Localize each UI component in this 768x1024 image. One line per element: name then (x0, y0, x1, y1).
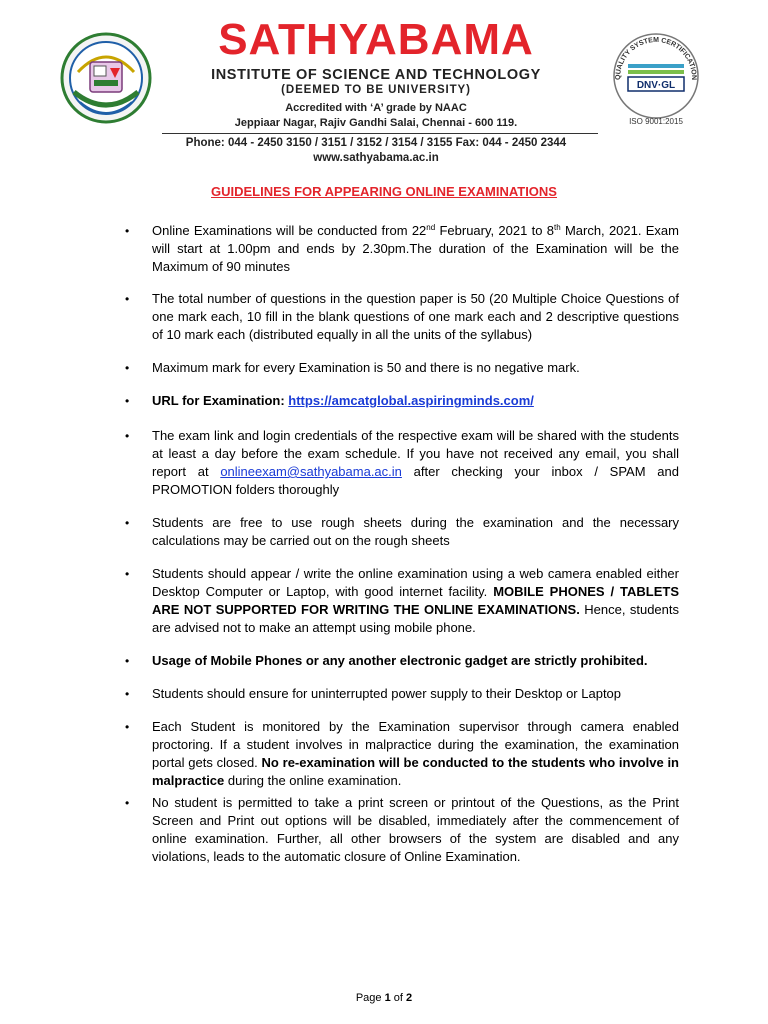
certification-standard: ISO 9001:2015 (629, 117, 683, 126)
guideline-item-device-requirements (124, 565, 679, 637)
guideline-item-question-count (124, 290, 679, 344)
institution-name: SATHYABAMA (218, 15, 534, 64)
accreditation-text: Accredited with ‘A’ grade by NAAC (285, 102, 467, 114)
page-number (0, 992, 768, 1004)
bullet-icon: • (125, 224, 130, 238)
guidelines-list (124, 222, 679, 866)
guideline-text: The exam link and login credentials of the respective exam will be shared with the students at least a day before the exam schedule. If you have not received any email, you shall report at (152, 428, 679, 479)
url-label: URL for Examination: (152, 393, 289, 408)
guideline-emphasis: No re-examination will be conducted to the students who involve in malpractice (152, 755, 679, 788)
guideline-text: Each Student is monitored by the Examination supervisor through camera enabled proctoring. If a student involves in malpractice during the examination, the examination portal gets closed. (152, 719, 679, 770)
bullet-icon: • (125, 687, 130, 701)
page-prefix: Page (355, 992, 385, 1004)
guideline-text: Students should ensure for uninterrupted power supply to their Desktop or Laptop (152, 686, 622, 701)
bullet-icon: • (125, 567, 130, 581)
institution-subtitle: INSTITUTE OF SCIENCE AND TECHNOLOGY (211, 67, 541, 83)
guideline-item-max-mark (124, 359, 679, 377)
bullet-icon: • (125, 361, 130, 375)
bullet-icon: • (125, 796, 130, 810)
bullet-icon: • (125, 516, 130, 530)
guideline-item-print-screen (124, 794, 679, 866)
guideline-text: No student is permitted to take a print screen or printout of the Questions, as the Print Screen and Print out options will be disabled, immediately after the commencement of online examination. Further, all other browsers of the system are disabled and any violations, leads to the automatic closure of Online Examination. (152, 795, 679, 864)
university-crest-logo (60, 32, 152, 124)
total-pages: 2 (406, 992, 413, 1004)
certification-arc-text: QUALITY SYSTEM CERTIFICATION (614, 36, 698, 81)
guideline-text: Maximum mark for every Examination is 50 and there is no negative mark. (152, 360, 580, 375)
support-email-link[interactable]: onlineexam@sathyabama.ac.in (220, 464, 402, 479)
guideline-text: March, 2021. Exam will start at 1.00pm and ends by 2.30pm.The duration of the Examination will be the Maximum of 90 minutes (152, 223, 679, 274)
guideline-text: February, 2021 to 8 (435, 223, 554, 238)
certification-brand: DNV·GL (636, 80, 676, 91)
guideline-item-exam-url (124, 392, 679, 410)
bullet-icon: • (125, 292, 130, 306)
bullet-icon: • (125, 394, 130, 408)
guideline-item-login-credentials (124, 427, 679, 499)
guideline-text: Online Examinations will be conducted from 22 (152, 223, 427, 238)
document-title: GUIDELINES FOR APPEARING ONLINE EXAMINATIONS (211, 184, 557, 199)
deemed-university-label: (DEEMED TO BE UNIVERSITY) (281, 84, 471, 96)
address-text: Jeppiaar Nagar, Rajiv Gandhi Salai, Chennai - 600 119. (234, 117, 518, 129)
header-divider (162, 133, 598, 134)
guideline-item-mobile-prohibited (124, 652, 679, 670)
guideline-text: after checking your inbox / SPAM and PROMOTION folders thoroughly (152, 464, 680, 497)
guideline-text: Hence, students are advised not to make an attempt using mobile phone. (152, 602, 679, 635)
guideline-emphasis: MOBILE PHONES / TABLETS ARE NOT SUPPORTED FOR WRITING THE ONLINE EXAMINATIONS. (152, 584, 679, 617)
page-separator: of (390, 992, 407, 1004)
bullet-icon: • (125, 429, 130, 443)
letterhead (0, 0, 768, 180)
guideline-emphasis: Usage of Mobile Phones or any another electronic gadget are strictly prohibited. (152, 653, 648, 668)
guideline-item-power-supply (124, 685, 679, 703)
exam-url-link[interactable]: https://amcatglobal.aspiringminds.com/ (288, 393, 534, 408)
guideline-item-rough-sheets (124, 514, 679, 550)
bullet-icon: • (125, 720, 130, 734)
guideline-text: The total number of questions in the question paper is 50 (20 Multiple Choice Questions of one mark each, 10 fill in the blank questions of one mark each and 2 descriptive questions of 10 mark each (distributed equally in all the units of the syllabus) (152, 291, 679, 342)
guideline-text: Students should appear / write the online examination using a web camera enabled either Desktop Computer or Laptop, with good internet facility. (152, 566, 679, 599)
guideline-item-proctoring (124, 718, 679, 790)
current-page: 1 (384, 992, 391, 1004)
contact-phone-fax: Phone: 044 - 2450 3150 / 3151 / 3152 / 3154 / 3155 Fax: 044 - 2450 2344 (185, 137, 567, 149)
guideline-text: during the online examination. (224, 773, 402, 788)
bullet-icon: • (125, 654, 130, 668)
iso-certification-logo (606, 30, 706, 128)
website-text: www.sathyabama.ac.in (313, 152, 439, 164)
ordinal-suffix: nd (426, 223, 436, 232)
ordinal-suffix: th (553, 223, 561, 232)
guideline-item-exam-dates (124, 222, 679, 276)
guideline-text: Students are free to use rough sheets during the examination and the necessary calculations may be carried out on the rough sheets (152, 515, 679, 548)
